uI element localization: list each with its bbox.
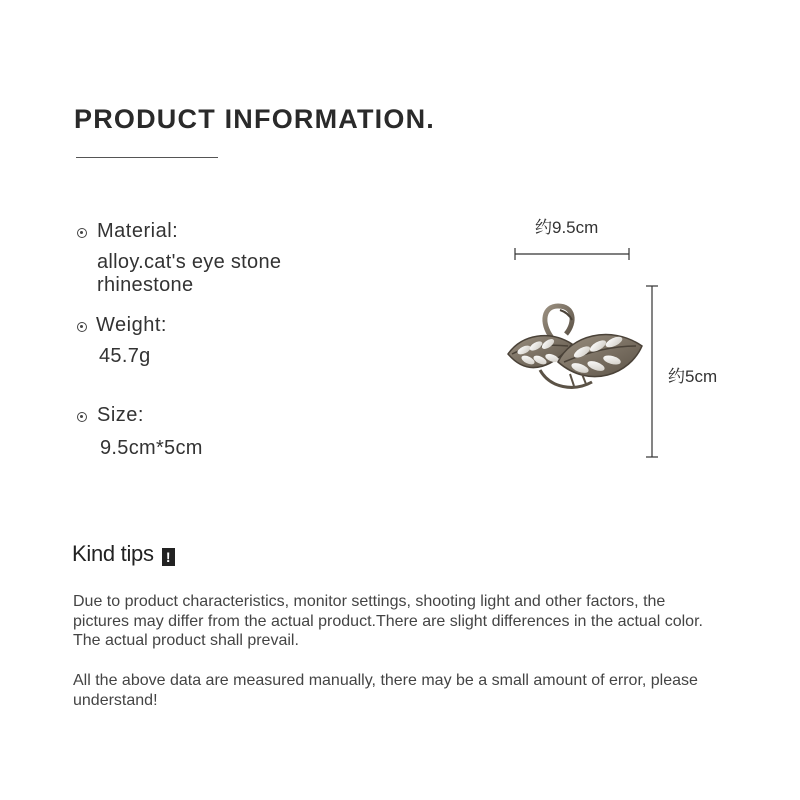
weight-label: Weight:	[96, 314, 167, 336]
size-value: 9.5cm*5cm	[100, 437, 203, 459]
kind-tips-title: Kind tips	[72, 541, 154, 566]
kind-tips-paragraph-1: Due to product characteristics, monitor settings, shooting light and other factors, the pictures may differ from the actual product.There are slight differences in the actual color. The actual product shall prevail.	[73, 593, 703, 649]
kind-tips-heading	[72, 541, 175, 567]
material-value-line-1: alloy.cat's eye stone	[97, 251, 282, 273]
size-label: Size:	[97, 404, 144, 426]
material-value-line-2: rhinestone	[97, 274, 194, 296]
hair-clip-image	[500, 300, 650, 400]
weight-value: 45.7g	[99, 345, 151, 367]
width-dimension-label: 约9.5cm	[535, 218, 599, 237]
width-dimension-line	[515, 248, 629, 260]
page-title: PRODUCT INFORMATION.	[74, 104, 435, 134]
material-label: Material:	[97, 220, 179, 242]
exclamation-icon: !	[162, 548, 175, 566]
kind-tips-paragraph-2: All the above data are measured manually, there may be a small amount of error, please understand!	[73, 672, 698, 709]
height-dimension-label: 约5cm	[668, 367, 718, 386]
